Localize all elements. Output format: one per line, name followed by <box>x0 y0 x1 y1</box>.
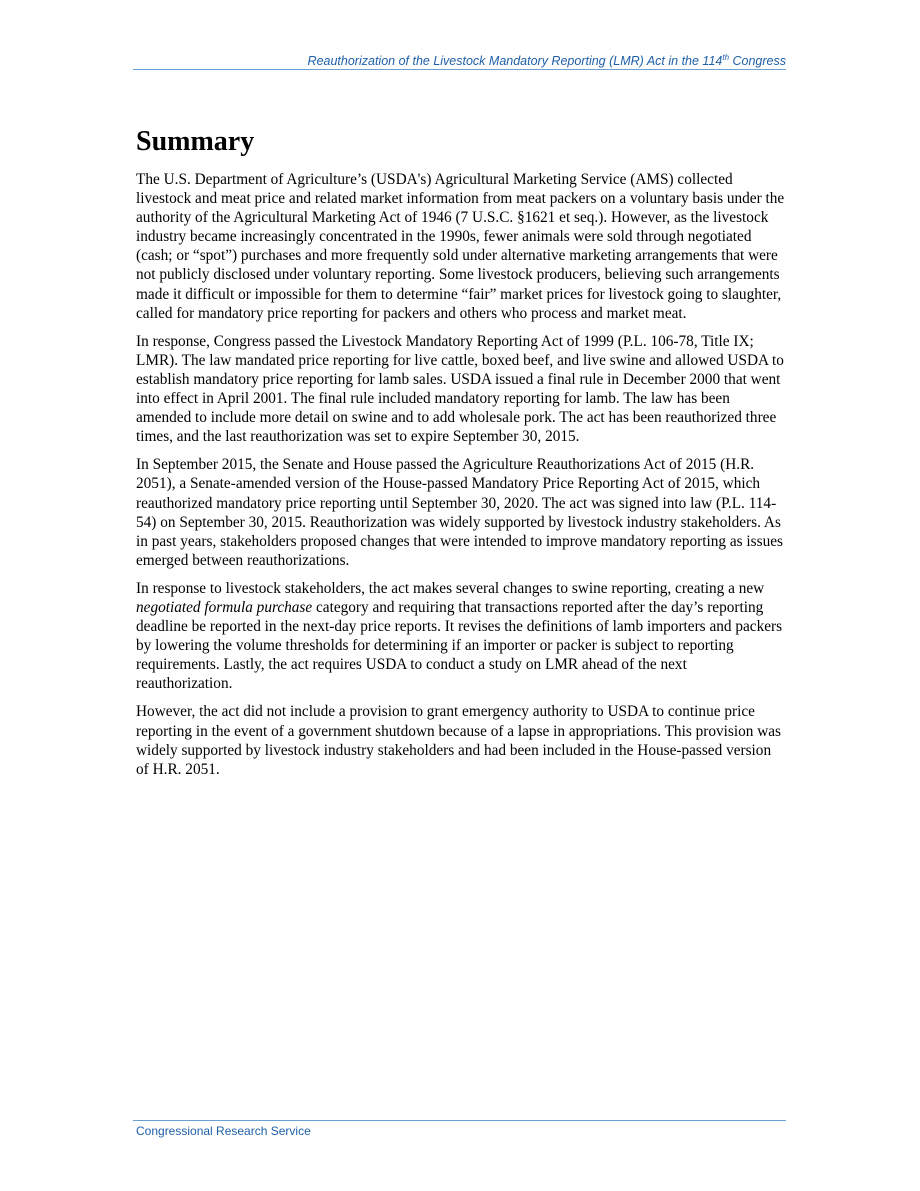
paragraph-4 <box>136 579 786 694</box>
running-header-title-end: Congress <box>729 54 786 68</box>
header-divider <box>133 69 786 70</box>
paragraph-4-italic-term: negotiated formula purchase <box>136 598 313 616</box>
paragraph-2: In response, Congress passed the Livestock Mandatory Reporting Act of 1999 (P.L. 106-78, Title IX; LMR). The law mandated price reporting for live cattle, boxed beef, and live swine and allowed USDA to establish mandatory price reporting for lamb sales. USDA issued a final rule in December 2000 that went into effect in April 2001. The final rule included mandatory reporting for lamb. The law has been amended to include more detail on swine and to add wholesale pork. The act has been reauthorized three times, and the last reauthorization was set to expire September 30, 2015. <box>136 332 784 446</box>
running-header <box>133 52 786 70</box>
running-header-title: Reauthorization of the Livestock Mandatory Reporting (LMR) Act in the 114 <box>307 54 723 68</box>
paragraph-3: In September 2015, the Senate and House passed the Agriculture Reauthorizations Act of 2015 (H.R. 2051), a Senate-amended version of the House-passed Mandatory Price Reporting Act of 2015, which reauthorized mandatory price reporting until September 30, 2020. The act was signed into law (P.L. 114-54) on September 30, 2015. Reauthorization was widely supported by livestock industry stakeholders. As in past years, stakeholders proposed changes that were intended to improve mandatory reporting as issues emerged between reauthorizations. <box>136 456 783 569</box>
paragraph-4-end: category and requiring that transactions reported after the day’s reporting deadline be reported in the next-day price reports. It revises the definitions of lamb importers and packers by lowering the volume thresholds for determining if an importer or packer is subject to reporting requirements. Lastly, the act requires USDA to conduct a study on LMR ahead of the next reauthorization. <box>136 598 783 693</box>
footer-label: Congressional Research Service <box>136 1124 311 1138</box>
page-title: Summary <box>136 126 255 157</box>
summary-section <box>136 124 786 788</box>
paragraph-4-start: In response to livestock stakeholders, the act makes several changes to swine reporting, creating a new <box>136 579 765 597</box>
footer-divider <box>133 1120 786 1121</box>
paragraph-5: However, the act did not include a provision to grant emergency authority to USDA to continue price reporting in the event of a government shutdown because of a lapse in appropriations. This provision was widely supported by livestock industry stakeholders and had been included in the House-passed version of H.R. 2051. <box>136 703 782 778</box>
running-header-superscript: th <box>722 52 730 62</box>
paragraph-1: The U.S. Department of Agriculture’s (USDA's) Agricultural Marketing Service (AMS) collected livestock and meat price and related market information from meat packers on a voluntary basis under the authority of the Agricultural Marketing Act of 1946 (7 U.S.C. §1621 et seq.). However, as the livestock industry became increasingly concentrated in the 1990s, fewer animals were sold through negotiated (cash; or “spot”) purchases and more frequently sold under alternative marketing arrangements that were not publicly disclosed under voluntary reporting. Some livestock producers, believing such arrangements made it difficult or impossible for them to determine “fair” market prices for livestock going to slaughter, called for mandatory price reporting for packers and others who process and market meat. <box>136 171 785 322</box>
